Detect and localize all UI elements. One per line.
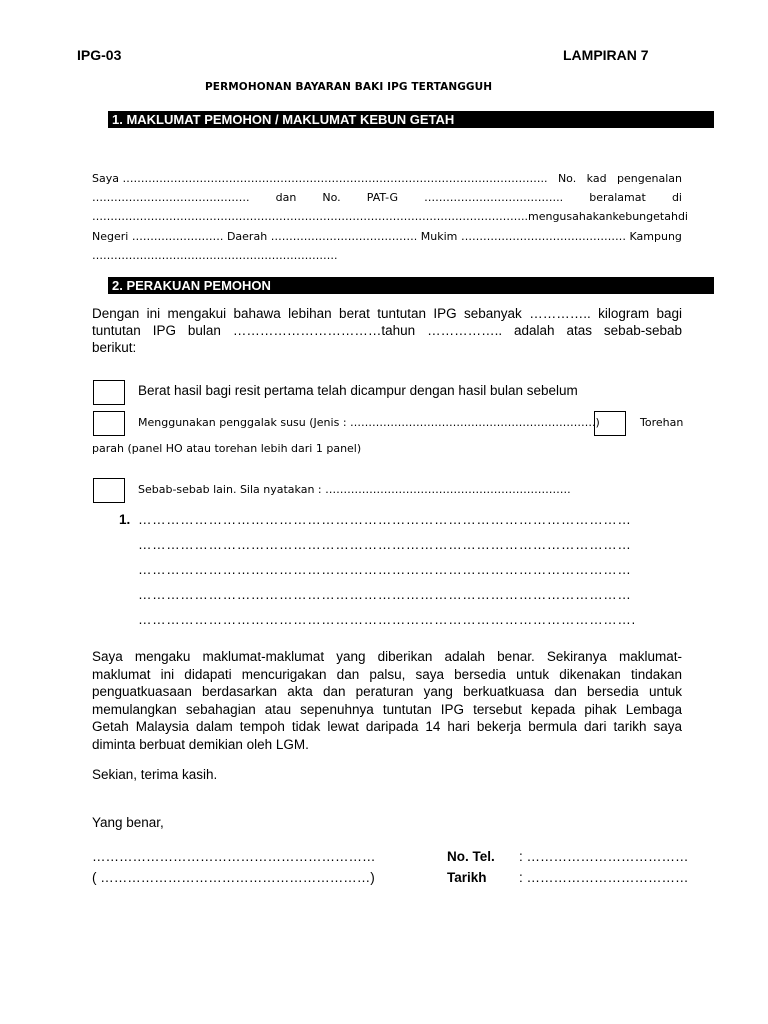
checkbox-option-3[interactable] (594, 411, 626, 436)
applicant-line-3: ……………………………………………………………………………………………………….. mengusahakan kebun getah di (92, 210, 688, 223)
reason-line-3[interactable]: …………………………………………………………………………………………… (138, 562, 632, 577)
statement-paragraph: Saya mengaku maklumat-maklumat yang diberikan adalah benar. Sekiranya maklumat- maklumat ini didapati mencurigakan dan palsu, saya bersedia untuk dikenakan tindakan penguatkuasaan berdasarkan akta dan peraturan yang berkuatkuasa dan bersedia untuk memulangkan sebahagian atau sepenuhnya tuntutan IPG tersebut kepada pihak Lembaga Getah Malaysia dalam tempoh tidak lewat daripada 14 hari bekerja bermula dari tarikh saya diminta berbuat demikian oleh LGM. (92, 649, 682, 752)
sign-off-text: Yang benar, (92, 815, 164, 830)
applicant-line-4: Negeri ……………………. Daerah …………………………………. Mukim ……………………………………… Kampung (92, 230, 682, 243)
section1-heading: 1. MAKLUMAT PEMOHON / MAKLUMAT KEBUN GETAH (108, 111, 714, 128)
date-value[interactable]: : ……………………………… (519, 870, 689, 885)
reason-line-1[interactable]: …………………………………………………………………………………………… (138, 512, 632, 527)
reason-line-5[interactable]: ……………………………………………………………………………………………. (138, 612, 636, 627)
declaration-text: Dengan ini mengakui bahawa lebihan berat tuntutan IPG sebanyak ………….. kilogram bagi tuntutan IPG bulan ……………………………tahun …………….. adalah atas sebab-sebab berikut: (92, 306, 682, 355)
tel-value[interactable]: : ……………………………… (519, 849, 689, 864)
applicant-line-2: ……………………………………. dan No. PAT-G ……………………………….. beralamat di (92, 191, 682, 204)
closing-text: Sekian, terima kasih. (92, 767, 218, 782)
applicant-line-1: Saya …………………………………………………………………………………………………….. No. kad pengenalan (92, 172, 682, 185)
option-2-label: Menggunakan penggalak susu (Jenis : ………………………………………………………….) (138, 416, 600, 429)
reason-number: 1. (119, 512, 131, 527)
reason-line-4[interactable]: …………………………………………………………………………………………… (138, 587, 632, 602)
tel-label: No. Tel. (447, 849, 495, 864)
form-code: IPG-03 (77, 47, 122, 63)
checkbox-option-1[interactable] (93, 380, 125, 405)
date-label: Tarikh (447, 870, 487, 885)
signature-line[interactable]: ……………………………………………………… (92, 849, 376, 864)
page-title: PERMOHONAN BAYARAN BAKI IPG TERTANGGUH (205, 81, 493, 93)
section2-heading: 2. PERAKUAN PEMOHON (108, 277, 714, 294)
checkbox-option-4[interactable] (93, 478, 125, 503)
reason-line-2[interactable]: …………………………………………………………………………………………… (138, 537, 632, 552)
option-3-label-continued: parah (panel HO atau torehan lebih dari 1 panel) (92, 442, 362, 455)
name-line[interactable]: ( ……………………………………………………) (92, 870, 375, 885)
checkbox-option-2[interactable] (93, 411, 125, 436)
option-4-label: Sebab-sebab lain. Sila nyatakan : …………………………………………………………. (138, 483, 571, 496)
applicant-line-5: …………………………………………………………. (92, 249, 338, 262)
option-3-label: Torehan (640, 416, 684, 429)
option-1-label: Berat hasil bagi resit pertama telah dicampur dengan hasil bulan sebelum (138, 383, 578, 398)
attachment-label: LAMPIRAN 7 (563, 47, 649, 63)
